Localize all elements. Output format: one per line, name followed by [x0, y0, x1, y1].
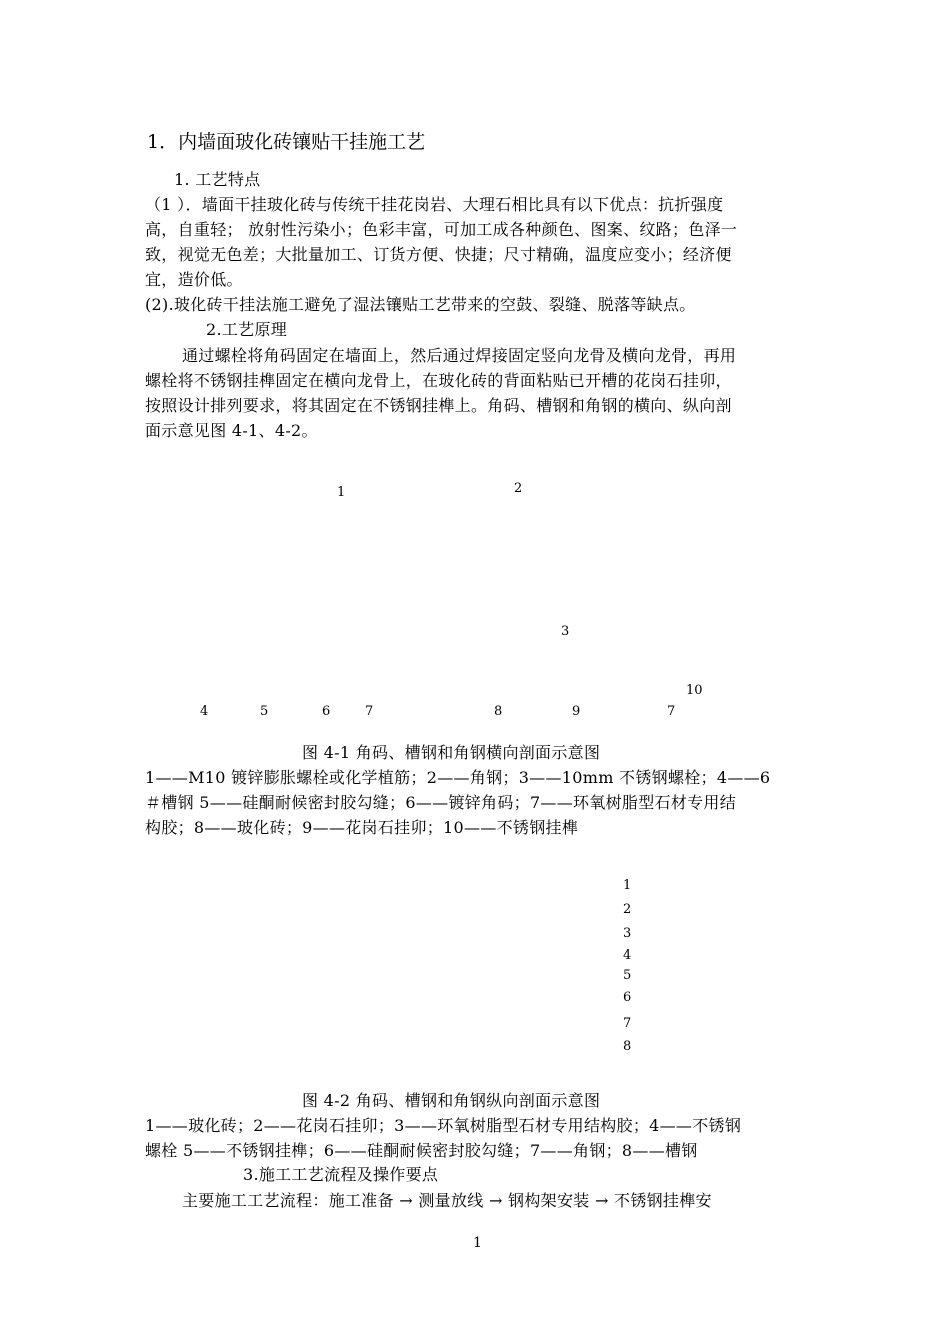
figure-label: 7: [667, 704, 676, 719]
paragraph-line: (2).玻化砖干挂法施工避免了湿法镶贴工艺带来的空鼓、裂缝、脱落等缺点。: [145, 295, 696, 314]
figure-label: 2: [623, 902, 632, 917]
figure-label: 3: [561, 624, 570, 639]
section-heading-features: 1. 工艺特点: [174, 170, 261, 189]
figure-legend-line: 1——玻化砖；2——花岗石挂卯；3——环氧树脂型石材专用结构胶；4——不锈钢: [145, 1116, 742, 1135]
figure-label: 3: [623, 926, 632, 941]
figure-label: 8: [623, 1039, 632, 1054]
figure-label: 6: [322, 704, 331, 719]
paragraph-line: 通过螺栓将角码固定在墙面上，然后通过焊接固定竖向龙骨及横向龙骨，再用: [182, 346, 737, 365]
figure-label: 4: [623, 948, 632, 963]
figure-legend-line: ＃槽钢 5——硅酮耐候密封胶勾缝；6——镀锌角码；7——环氧树脂型石材专用结: [145, 793, 737, 812]
figure-label: 10: [686, 683, 703, 698]
paragraph-line: 致，视觉无色差；大批量加工、订货方便、快捷；尺寸精确，温度应变小；经济便: [145, 245, 732, 264]
figure-label: 6: [623, 990, 632, 1005]
figure-label: 1: [337, 485, 346, 500]
paragraph-line: 螺栓将不锈钢挂榫固定在横向龙骨上，在玻化砖的背面粘贴已开槽的花岗石挂卯，: [145, 371, 732, 390]
document-title: 1．内墙面玻化砖镶贴干挂施工艺: [147, 131, 426, 153]
figure-label: 9: [572, 704, 581, 719]
figure-label: 2: [514, 481, 523, 496]
paragraph-line: 按照设计排列要求，将其固定在不锈钢挂榫上。角码、槽钢和角钢的横向、纵向剖: [145, 396, 732, 415]
paragraph-line: 高，自重轻； 放射性污染小；色彩丰富，可加工成各种颜色、图案、纹路；色泽一: [145, 220, 738, 239]
figure-label: 4: [200, 704, 209, 719]
figure-label: 8: [494, 704, 503, 719]
figure-legend-line: 构胶；8——玻化砖；9——花岗石挂卯；10——不锈钢挂榫: [145, 818, 579, 837]
paragraph-line: 宜，造价低。: [145, 270, 243, 289]
paragraph-line: 主要施工工艺流程：施工准备 → 测量放线 → 钢构架安装 → 不锈钢挂榫安: [182, 1191, 712, 1210]
paragraph-line: 面示意见图 4-1、4-2。: [145, 421, 318, 440]
page-number: 1: [473, 1235, 482, 1251]
figure-label: 7: [623, 1016, 632, 1031]
figure-caption: 图 4-1 角码、槽钢和角钢横向剖面示意图: [302, 743, 601, 762]
figure-label: 7: [365, 704, 374, 719]
figure-label: 1: [623, 878, 632, 893]
figure-caption: 图 4-2 角码、槽钢和角钢纵向剖面示意图: [302, 1091, 601, 1110]
figure-legend-line: 1——M10 镀锌膨胀螺栓或化学植筋；2——角钢；3——10mm 不锈钢螺栓；4——6: [145, 768, 771, 787]
figure-legend-line: 螺栓 5——不锈钢挂榫；6——硅酮耐候密封胶勾缝；7——角钢；8——槽钢: [145, 1141, 698, 1160]
section-heading-process: 3.施工工艺流程及操作要点: [243, 1165, 439, 1184]
paragraph-line: （1 ）．墙面干挂玻化砖与传统干挂花岗岩、大理石相比具有以下优点：抗折强度: [145, 195, 724, 214]
figure-label: 5: [623, 968, 632, 983]
figure-label: 5: [260, 704, 269, 719]
section-heading-principle: 2.工艺原理: [206, 320, 288, 339]
